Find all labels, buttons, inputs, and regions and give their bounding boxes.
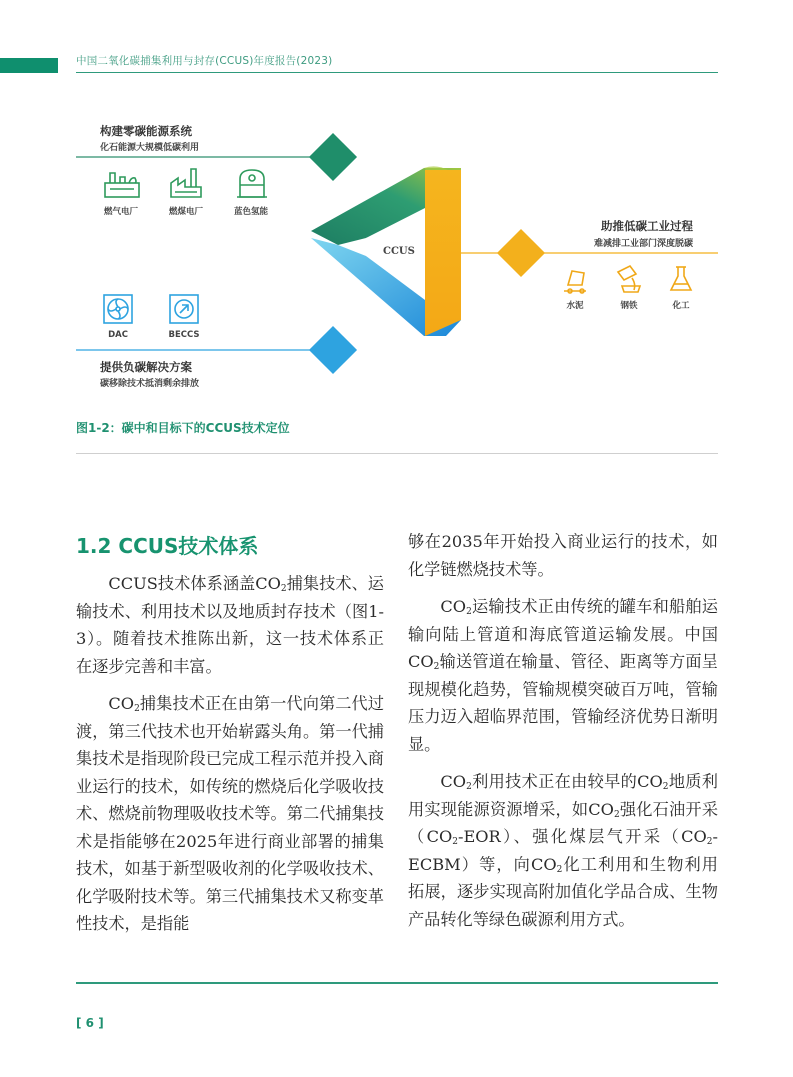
negative-carbon-diamond [309, 326, 357, 374]
steel-ladle-icon [614, 262, 644, 294]
zero-carbon-diamond [309, 133, 357, 181]
footer-divider [76, 982, 718, 984]
industry-subtitle: 难减排工业部门深度脱碳 [593, 239, 693, 249]
coal-power-plant-icon [168, 165, 204, 201]
industry-icon-label: 水泥 [566, 301, 584, 311]
fan-icon [102, 293, 134, 325]
industry-diamond [497, 229, 545, 277]
page-number: [ 6 ] [76, 1016, 104, 1030]
triangle-yellow-arm [425, 170, 461, 336]
paragraph: 够在2035年开始投入商业运行的技术，如化学链燃烧技术等。 [408, 532, 718, 579]
header-divider [76, 72, 718, 73]
gas-power-plant-icon [102, 167, 142, 201]
zero-carbon-icon-label: 燃气电厂 [103, 207, 138, 217]
chemical-flask-icon [668, 264, 694, 294]
paragraph: CCUS技术体系涵盖$CO_2$捕集技术、运输技术、利用技术以及地质封存技术（图1-3）。随着技术推陈出新，这一技术体系正在逐步完善和丰富。 [76, 574, 384, 676]
header-accent-bar [0, 58, 58, 73]
zero-carbon-icon-label: 燃煤电厂 [168, 207, 203, 217]
industry-title: 助推低碳工业过程 [601, 219, 693, 233]
negative-carbon-subtitle: 碳移除技术抵消剩余排放 [100, 379, 200, 389]
zero-carbon-title: 构建零碳能源系统 [100, 124, 192, 138]
figure-divider [76, 453, 718, 454]
right-column [408, 528, 718, 943]
running-header-title: 中国二氧化碳捕集利用与封存(CCUS)年度报告(2023) [76, 55, 333, 67]
industry-icon-label: 钢铁 [620, 301, 638, 311]
cement-mixer-icon [560, 265, 590, 295]
bioenergy-icon [168, 293, 200, 325]
negative-carbon-icon-label: BECCS [168, 330, 200, 340]
paragraph: $CO_2$捕集技术正在由第一代向第二代过渡，第三代技术也开始崭露头角。第一代捕集技术是指现阶段已完成工程示范并投入商业运行的技术，如传统的燃烧后化学吸收技术、燃烧前物理吸收技术等。第二代捕集技术是指能够在2025年进行商业部署的捕集技术，如基于新型吸收剂的化学吸收技术、化学吸附技术等。第三代捕集技术又称变革性技术，是指能 [76, 694, 384, 933]
negative-carbon-title: 提供负碳解决方案 [100, 360, 192, 374]
left-column [76, 570, 384, 948]
zero-carbon-subtitle: 化石能源大规模低碳利用 [100, 143, 200, 153]
ccus-center-label: CCUS [383, 246, 415, 257]
figure-caption: 图1-2：碳中和目标下的CCUS技术定位 [76, 421, 290, 435]
blue-hydrogen-icon [234, 165, 270, 201]
zero-carbon-icon-label: 蓝色氢能 [233, 207, 268, 217]
negative-carbon-icon-label: DAC [108, 330, 128, 340]
section-title: 1.2 CCUS技术体系 [76, 534, 259, 558]
paragraph: $CO_2$利用技术正在由较早的$CO_2$地质利用实现能源资源增采，如$CO_2$强化石油开采$(CO_2-EOR)$、强化煤层气开采$(CO_2-ECBM)$等，向$CO_2$化工利用和生物利用拓展，逐步实现高附加值化学品合成、生物产品转化等绿色碳源利用方式。 [408, 772, 719, 929]
paragraph: $CO_2$运输技术正由传统的罐车和船舶运输向陆上管道和海底管道运输发展。中国$CO_2$输送管道在输量、管径、距离等方面呈现规模化趋势，管输规模突破百万吨，管输压力迈入超临界范围，管输经济优势日渐明显。 [408, 597, 718, 754]
industry-icon-label: 化工 [672, 301, 690, 311]
